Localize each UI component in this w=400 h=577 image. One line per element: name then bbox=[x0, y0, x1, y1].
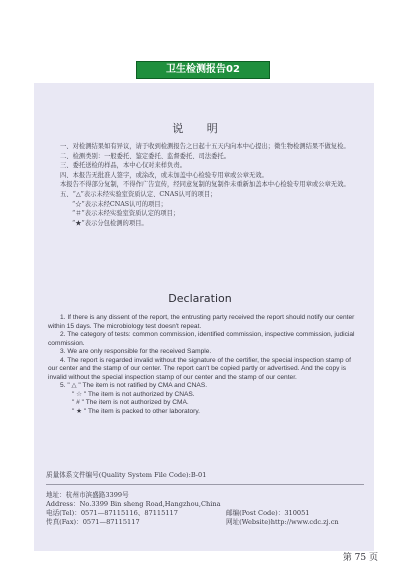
english-declaration bbox=[48, 314, 360, 416]
zh-item-5c: “★”表示分包检测的项目。 bbox=[72, 219, 148, 227]
quality-system-code: 质量体系文件编号(Quality System File Code):B-01 bbox=[46, 471, 207, 479]
en-item-3: 3. We are only responsible for the received Sample. bbox=[60, 348, 212, 355]
page-number: 第 75 页 bbox=[342, 553, 378, 563]
zh-item-2: 二、检测类别：一般委托、鉴定委托、监督委托、司法委托。 bbox=[60, 152, 231, 160]
en-item-4: 4. The report is regarded invalid without the signature of the certifier, the special inspection stamp of our center and the stamp of our center. The report can't be copied partly or advertised. And the copy is invalid without the special inspection stamp of our center and the stamp of our center. bbox=[48, 356, 351, 381]
chinese-title: 说 明 bbox=[172, 122, 228, 135]
en-item-5a: " ☆ " The item is not authorized by CNAS. bbox=[72, 390, 195, 398]
zh-item-5a: “☆”表示未经CNAS认可的项目； bbox=[72, 200, 167, 208]
declaration-title: Declaration bbox=[168, 292, 232, 305]
zh-item-5: 五、“△”表示未经实验室资质认定、CNAS认可的项目； bbox=[60, 190, 217, 198]
zh-item-4: 四、本报告无批准人签字，或涂改，或未加盖中心检验专用章或公章无效。 bbox=[60, 171, 268, 179]
contact-info bbox=[46, 491, 364, 527]
website: 网址(Website)http://www.cdc.zj.cn bbox=[226, 518, 339, 526]
footer-divider bbox=[46, 484, 364, 485]
address-cn: 地址：杭州市滨盛路3399号 bbox=[46, 491, 129, 499]
en-item-2: 2. The category of tests: common commission, identified commission, inspective commission, judicial commission. bbox=[48, 331, 355, 347]
chinese-notes bbox=[48, 142, 360, 228]
report-banner: 卫生检测报告02 bbox=[136, 61, 270, 79]
en-item-1: 1. If there is any dissent of the report, the entrusting party received the report should notify our center within 15 days. The microbiology test doesn't repeat. bbox=[48, 314, 355, 330]
tel: 电话(Tel)：0571—87115116、87115117 bbox=[46, 509, 178, 517]
address-en: Address：No.3399 Bin sheng Road,Hangzhou,China bbox=[46, 500, 221, 508]
en-item-5b: " # " The item is not authorized by CMA. bbox=[72, 399, 189, 406]
zh-item-1: 一、对检测结果如有异议，请于收到检测报告之日起十五天内向本中心提出；微生物检测结果不做复检。 bbox=[60, 143, 350, 150]
en-item-5: 5. " △ " The item is not ratified by CMA and CNAS. bbox=[60, 382, 208, 389]
zh-item-4b: 本报告不得部分复制，不得作广告宣传，经同意复制的复制件未重新加盖本中心检验专用章或公章无效。 bbox=[60, 181, 350, 189]
zh-item-5b: “＃”表示未经实验室资质认定的项目； bbox=[72, 210, 180, 218]
post-code: 邮编(Post Code)：310051 bbox=[226, 509, 310, 517]
zh-item-3: 三、委托送检的样品，本中心仅对来样负责。 bbox=[60, 162, 186, 170]
en-item-5c: " ★ " The item is packed to other laboratory. bbox=[72, 407, 200, 415]
fax: 传真(Fax)：0571—87115117 bbox=[46, 518, 140, 526]
